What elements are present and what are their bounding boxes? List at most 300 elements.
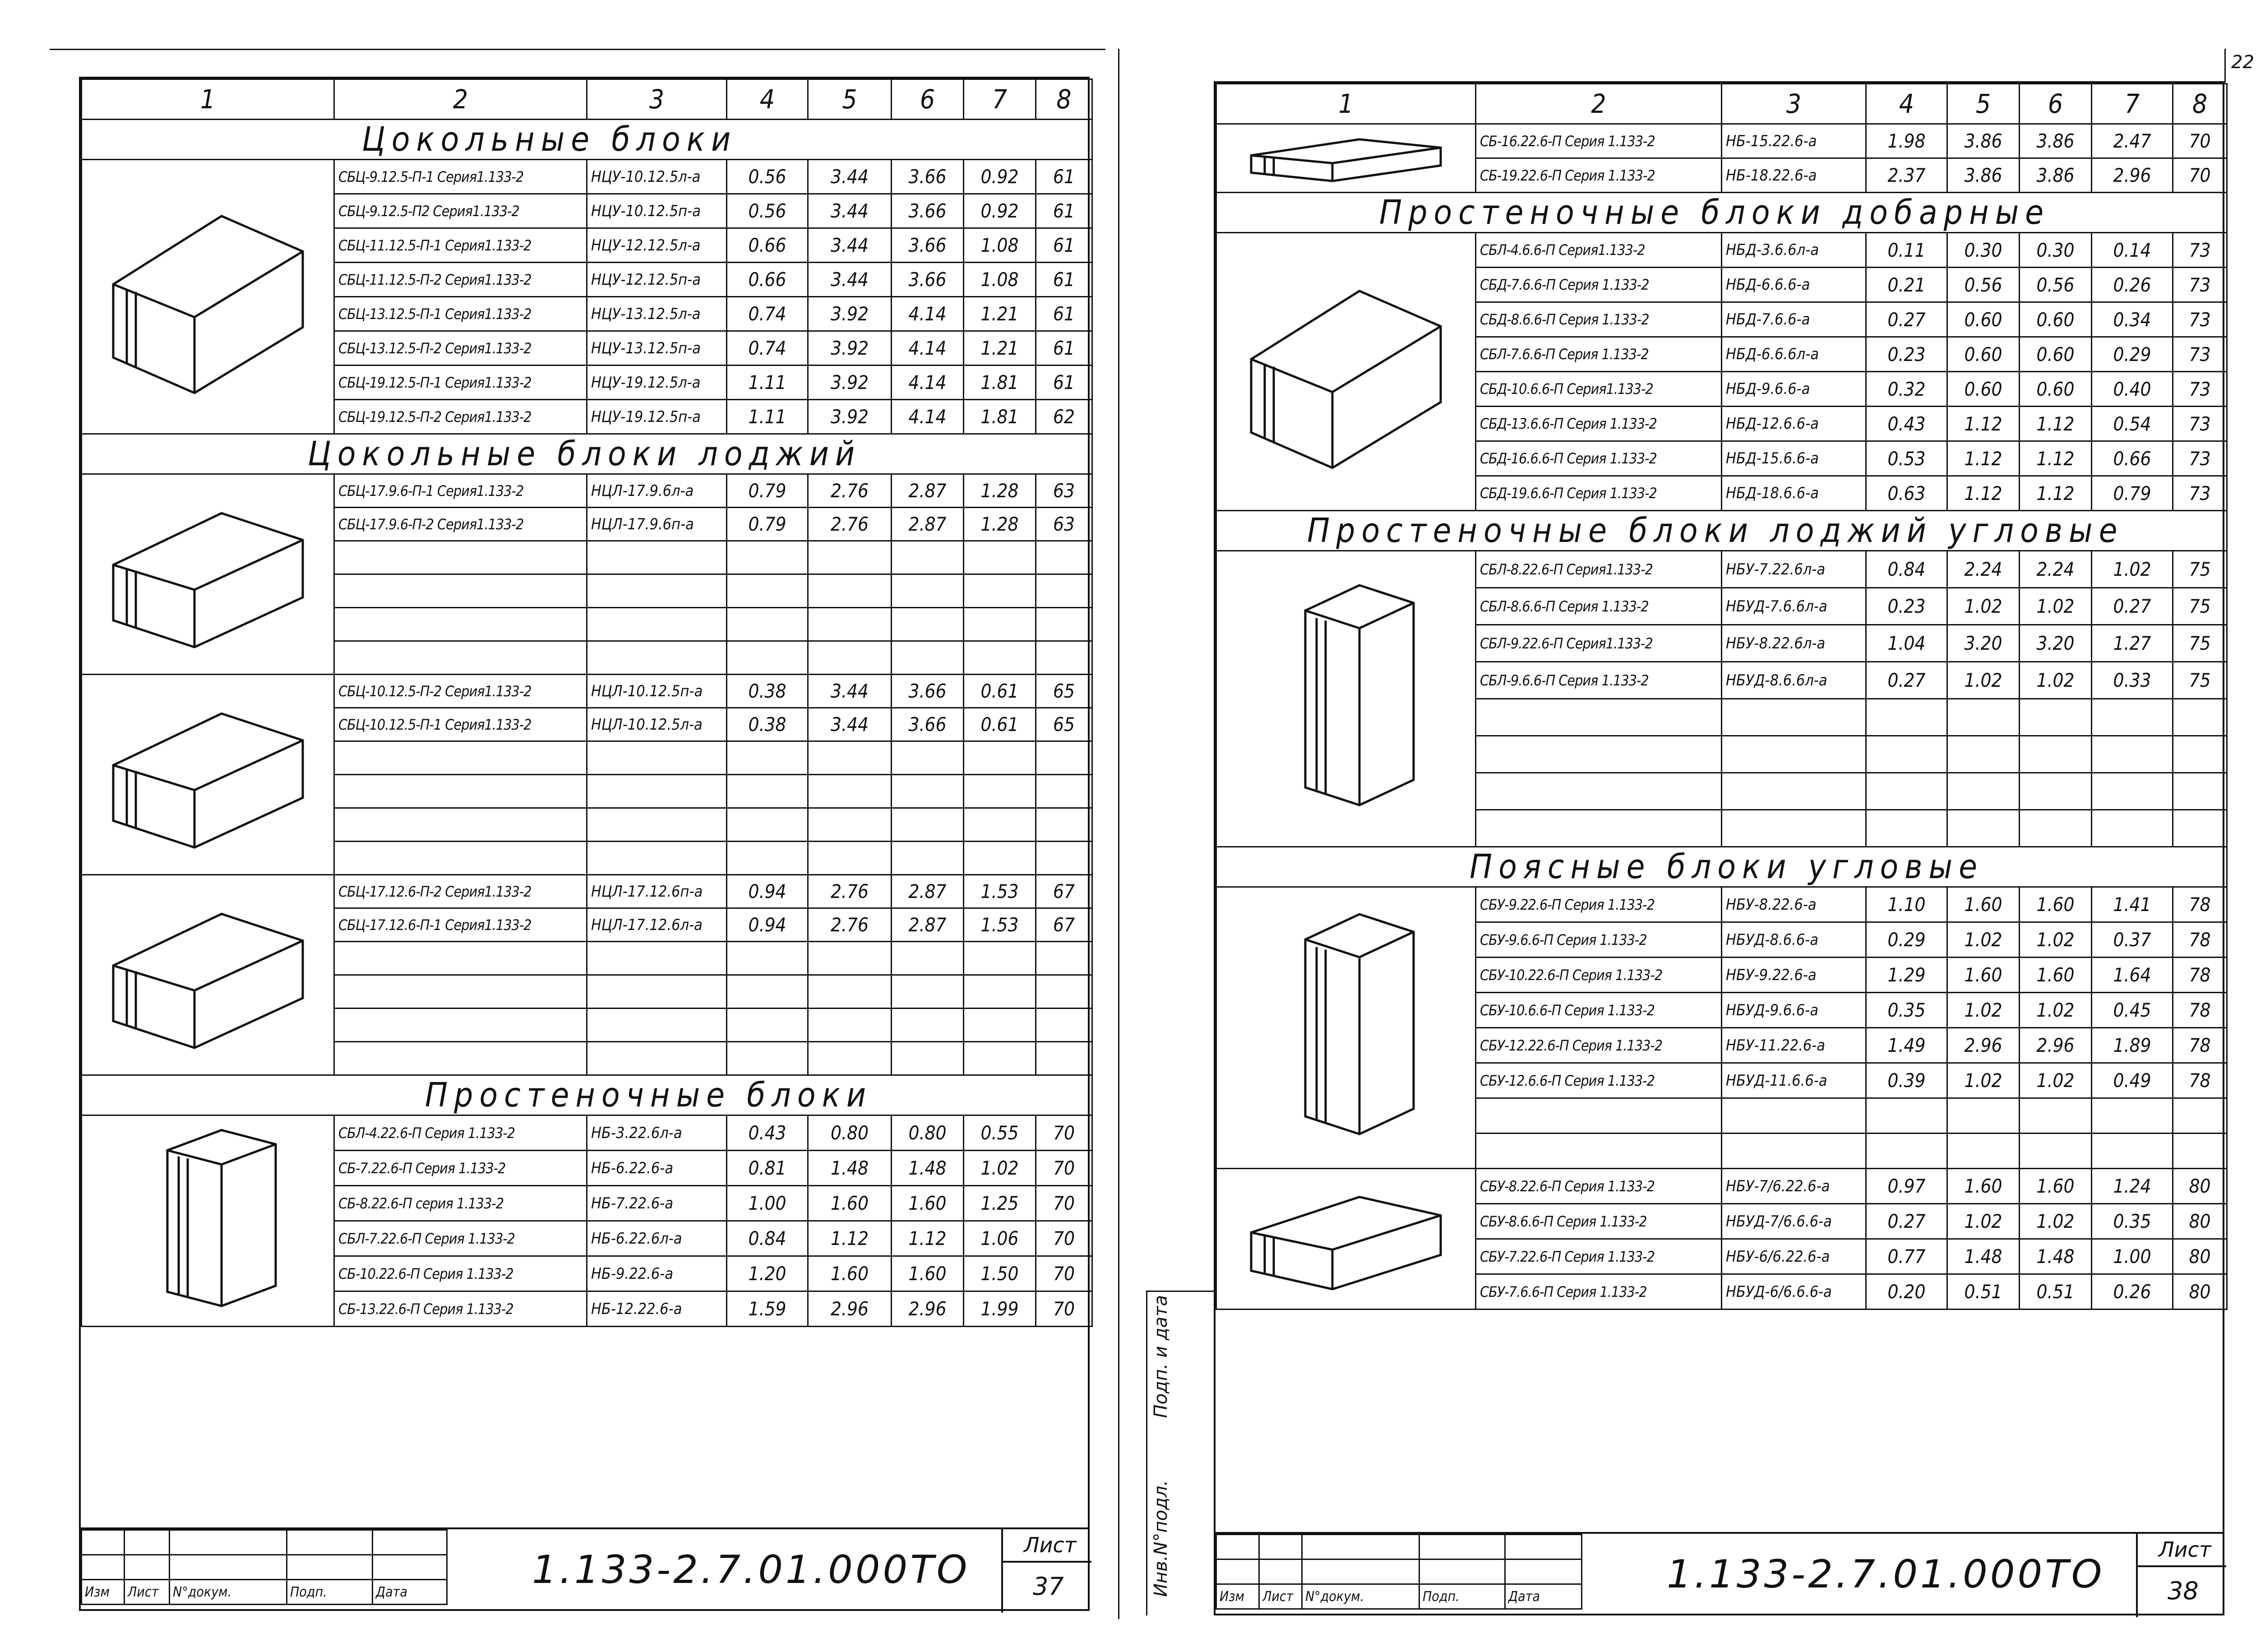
block-mark: НБУ-8.22.6л-а: [1722, 625, 1866, 662]
block-name: СБЦ-17.9.6-П-2 Серия1.133-2: [334, 508, 587, 541]
block-mark: [587, 541, 727, 574]
col6-value: 1.02: [2020, 662, 2092, 699]
col6-value: 3.66: [892, 228, 964, 263]
right-title-block: [1214, 1532, 2224, 1615]
column-header-2: 2: [1476, 84, 1722, 124]
col5-value: [808, 842, 892, 875]
col5-value: 1.48: [1947, 1239, 2020, 1274]
block-mark: НБУД-7/6.6.6-а: [1722, 1204, 1866, 1239]
col5-value: 1.12: [808, 1221, 892, 1256]
col4-value: 1.29: [1866, 958, 1947, 993]
block-name: [334, 541, 587, 574]
block-mark: НБД-6.6.6-а: [1722, 268, 1866, 302]
sheet-ref: 80: [2173, 1169, 2227, 1204]
sheet-ref: 70: [2173, 124, 2227, 158]
col7-value: 1.53: [964, 875, 1036, 908]
col7-value: 0.49: [2092, 1063, 2173, 1098]
table-row: [1216, 124, 2227, 158]
sheet-ref: 75: [2173, 588, 2227, 625]
block-name: СБЛ-7.22.6-П Серия 1.133-2: [334, 1221, 587, 1256]
block-mark: НБД-7.6.6-а: [1722, 302, 1866, 337]
block-illustration: [82, 474, 334, 675]
block-name: СБЛ-9.22.6-П Серия1.133-2: [1476, 625, 1722, 662]
sheet-ref: 73: [2173, 337, 2227, 372]
block-name: [334, 1009, 587, 1042]
col5-value: 2.96: [1947, 1028, 2020, 1063]
col6-value: 1.02: [2020, 1063, 2092, 1098]
col6-value: 0.60: [2020, 337, 2092, 372]
col4-value: 0.66: [727, 228, 808, 263]
sheet-ref: 75: [2173, 625, 2227, 662]
block-illustration: [82, 875, 334, 1075]
block-mark: НЦУ-13.12.5п-а: [587, 331, 727, 366]
block-name: СБ-10.22.6-П Серия 1.133-2: [334, 1256, 587, 1291]
col7-value: 0.92: [964, 160, 1036, 194]
col4-value: [727, 842, 808, 875]
col5-value: 1.12: [1947, 476, 2020, 511]
document-code: 1.133-2.7.01.000ТО: [1667, 1552, 2105, 1597]
col7-value: 1.08: [964, 263, 1036, 297]
col6-value: [892, 1042, 964, 1075]
col4-value: 1.59: [727, 1291, 808, 1327]
block-name: СБ-19.22.6-П Серия 1.133-2: [1476, 158, 1722, 193]
block-mark: НБД-15.6.6-а: [1722, 441, 1866, 476]
column-header-7: 7: [964, 79, 1036, 120]
col5-value: 1.02: [1947, 588, 2020, 625]
block-illustration: [1216, 124, 1476, 193]
col6-value: 4.14: [892, 331, 964, 366]
sheet-ref: 65: [1036, 675, 1092, 708]
col5-value: 0.51: [1947, 1274, 2020, 1310]
col7-value: 2.96: [2092, 158, 2173, 193]
col4-value: 0.84: [1866, 551, 1947, 588]
column-header-4: 4: [727, 79, 808, 120]
col5-value: [808, 641, 892, 675]
sheet-ref: [1036, 574, 1092, 608]
col4-value: 1.00: [727, 1186, 808, 1221]
col4-value: 0.53: [1866, 441, 1947, 476]
col6-value: [892, 741, 964, 775]
col7-value: 1.28: [964, 508, 1036, 541]
block-mark: НБ-7.22.6-а: [587, 1186, 727, 1221]
section-title: Поясные блоки угловые: [1216, 847, 2227, 887]
col6-value: [892, 942, 964, 975]
block-name: СБЛ-8.6.6-П Серия 1.133-2: [1476, 588, 1722, 625]
col4-value: 0.97: [1866, 1169, 1947, 1204]
col6-value: 1.12: [2020, 476, 2092, 511]
col4-value: [727, 942, 808, 975]
col6-value: 3.66: [892, 194, 964, 228]
col5-value: 1.12: [1947, 441, 2020, 476]
block-name: [334, 808, 587, 842]
block-name: СБУ-10.6.6-П Серия 1.133-2: [1476, 993, 1722, 1028]
block-name: СБЛ-7.6.6-П Серия 1.133-2: [1476, 337, 1722, 372]
block-name: СБУ-9.22.6-П Серия 1.133-2: [1476, 887, 1722, 922]
sheet-ref: [1036, 741, 1092, 775]
block-mark: НЦУ-12.12.5п-а: [587, 263, 727, 297]
block-mark: НБУД-7.6.6л-а: [1722, 588, 1866, 625]
sheet-ref: 62: [1036, 400, 1092, 434]
block-name: СБУ-12.6.6-П Серия 1.133-2: [1476, 1063, 1722, 1098]
col4-value: 1.11: [727, 400, 808, 434]
column-header-row: [1216, 84, 2227, 124]
right-spec-table: [1216, 83, 2228, 1310]
block-name: [1476, 1098, 1722, 1134]
col7-value: 1.02: [2092, 551, 2173, 588]
col5-value: [1947, 810, 2020, 847]
right-sheet: [1214, 81, 2224, 1615]
block-mark: НЦУ-19.12.5п-а: [587, 400, 727, 434]
stamp-label-date: Дата: [1505, 1584, 1582, 1609]
col7-value: 0.61: [964, 675, 1036, 708]
col4-value: [1866, 1098, 1947, 1134]
block-name: [334, 574, 587, 608]
block-name: СБУ-9.6.6-П Серия 1.133-2: [1476, 922, 1722, 958]
top-page-number: 22: [2231, 52, 2254, 73]
col6-value: 1.02: [2020, 993, 2092, 1028]
col5-value: [1947, 1134, 2020, 1169]
block-name: СБЛ-8.22.6-П Серия1.133-2: [1476, 551, 1722, 588]
col7-value: 1.64: [2092, 958, 2173, 993]
stamp-label-izm: Изм: [82, 1580, 125, 1605]
col6-value: 3.66: [892, 160, 964, 194]
col4-value: 0.38: [727, 708, 808, 741]
sheet-ref: 61: [1036, 263, 1092, 297]
col5-value: [808, 1042, 892, 1075]
col5-value: 3.44: [808, 160, 892, 194]
block-name: [1476, 699, 1722, 736]
sheet-ref: 70: [1036, 1115, 1092, 1151]
col4-value: [727, 975, 808, 1009]
stamp-label-list: Лист: [125, 1580, 170, 1605]
left-stamp-grid: [81, 1529, 448, 1605]
sheet-ref: 73: [2173, 476, 2227, 511]
col7-value: [964, 1042, 1036, 1075]
block-name: СБЦ-17.12.6-П-2 Серия1.133-2: [334, 875, 587, 908]
col5-value: 1.60: [808, 1256, 892, 1291]
col5-value: 2.76: [808, 875, 892, 908]
block-name: [1476, 1134, 1722, 1169]
col7-value: [2092, 810, 2173, 847]
col4-value: 0.21: [1866, 268, 1947, 302]
stamp-label-doc: N°докум.: [1302, 1584, 1419, 1609]
sheet-ref: 63: [1036, 508, 1092, 541]
col4-value: 1.98: [1866, 124, 1947, 158]
column-header-4: 4: [1866, 84, 1947, 124]
col4-value: [727, 641, 808, 675]
col7-value: 1.21: [964, 331, 1036, 366]
col5-value: [808, 541, 892, 574]
col5-value: 3.92: [808, 297, 892, 331]
col7-value: 0.26: [2092, 268, 2173, 302]
col7-value: 1.02: [964, 1151, 1036, 1186]
col7-value: 1.27: [2092, 625, 2173, 662]
block-mark: [587, 1042, 727, 1075]
col7-value: 1.41: [2092, 887, 2173, 922]
col7-value: 1.24: [2092, 1169, 2173, 1204]
col7-value: 0.66: [2092, 441, 2173, 476]
sheet-ref: 61: [1036, 297, 1092, 331]
block-name: СБУ-7.22.6-П Серия 1.133-2: [1476, 1239, 1722, 1274]
sheet-number: 37: [1033, 1572, 1064, 1601]
sheet-ref: [2173, 1098, 2227, 1134]
column-header-3: 3: [587, 79, 727, 120]
sheet-ref: 61: [1036, 228, 1092, 263]
sign-date-label: Подп. и дата: [1151, 1295, 1171, 1418]
col4-value: [727, 808, 808, 842]
col5-value: [808, 574, 892, 608]
col6-value: [892, 608, 964, 641]
block-name: СБЛ-9.6.6-П Серия 1.133-2: [1476, 662, 1722, 699]
col7-value: 0.92: [964, 194, 1036, 228]
col4-value: 0.81: [727, 1151, 808, 1186]
block-name: СБЦ-10.12.5-П-2 Серия1.133-2: [334, 675, 587, 708]
block-name: СБЦ-13.12.5-П-1 Серия1.133-2: [334, 297, 587, 331]
col6-value: 3.86: [2020, 124, 2092, 158]
block-mark: НЦЛ-10.12.5п-а: [587, 675, 727, 708]
col6-value: 3.86: [2020, 158, 2092, 193]
block-illustration: [82, 675, 334, 875]
sheet-ref: 75: [2173, 662, 2227, 699]
col5-value: 2.24: [1947, 551, 2020, 588]
block-name: СБД-8.6.6-П Серия 1.133-2: [1476, 302, 1722, 337]
col6-value: 2.96: [2020, 1028, 2092, 1063]
block-name: [334, 741, 587, 775]
stamp-label-date: Дата: [373, 1580, 447, 1605]
column-header-3: 3: [1722, 84, 1866, 124]
block-name: [334, 775, 587, 808]
block-mark: [1722, 699, 1866, 736]
sheet-ref: [2173, 736, 2227, 773]
col4-value: 0.63: [1866, 476, 1947, 511]
col6-value: 4.14: [892, 400, 964, 434]
block-mark: НБУД-6/6.6.6-а: [1722, 1274, 1866, 1310]
block-mark: НБУ-9.22.6-а: [1722, 958, 1866, 993]
col7-value: 1.81: [964, 400, 1036, 434]
sheet-ref: [1036, 608, 1092, 641]
block-name: СБ-13.22.6-П Серия 1.133-2: [334, 1291, 587, 1327]
block-mark: НЦЛ-17.9.6п-а: [587, 508, 727, 541]
block-mark: НБД-3.6.6л-а: [1722, 233, 1866, 268]
block-name: СБЦ-9.12.5-П2 Серия1.133-2: [334, 194, 587, 228]
block-mark: НБУД-11.6.6-а: [1722, 1063, 1866, 1098]
sheet-ref: 70: [1036, 1186, 1092, 1221]
block-name: СБЦ-11.12.5-П-2 Серия1.133-2: [334, 263, 587, 297]
col7-value: [964, 1009, 1036, 1042]
block-mark: [587, 808, 727, 842]
block-mark: [1722, 736, 1866, 773]
block-illustration: [1216, 887, 1476, 1169]
table-row: [1216, 887, 2227, 922]
col4-value: 0.38: [727, 675, 808, 708]
col7-value: [964, 942, 1036, 975]
table-row: [82, 875, 1092, 908]
block-mark: НБ-15.22.6-а: [1722, 124, 1866, 158]
col4-value: 0.32: [1866, 372, 1947, 407]
col6-value: 3.66: [892, 708, 964, 741]
sheet-ref: 78: [2173, 958, 2227, 993]
col7-value: 0.37: [2092, 922, 2173, 958]
block-name: [1476, 773, 1722, 810]
col5-value: [808, 942, 892, 975]
block-mark: НЦУ-19.12.5л-а: [587, 366, 727, 400]
col4-value: 0.43: [1866, 407, 1947, 441]
col4-value: 0.79: [727, 508, 808, 541]
block-mark: НБД-12.6.6-а: [1722, 407, 1866, 441]
col4-value: 1.04: [1866, 625, 1947, 662]
col7-value: 0.27: [2092, 588, 2173, 625]
block-name: СБ-8.22.6-П серия 1.133-2: [334, 1186, 587, 1221]
block-name: СБУ-10.22.6-П Серия 1.133-2: [1476, 958, 1722, 993]
table-row: [82, 675, 1092, 708]
col5-value: 1.12: [1947, 407, 2020, 441]
col4-value: [1866, 1134, 1947, 1169]
block-illustration: [82, 160, 334, 434]
sheet-number: 38: [2168, 1577, 2199, 1605]
col4-value: 0.56: [727, 160, 808, 194]
col6-value: 2.87: [892, 508, 964, 541]
sheet-ref: 75: [2173, 551, 2227, 588]
block-mark: НБД-18.6.6-а: [1722, 476, 1866, 511]
col7-value: 1.28: [964, 474, 1036, 508]
col5-value: 0.56: [1947, 268, 2020, 302]
col6-value: 2.87: [892, 908, 964, 942]
col7-value: 0.79: [2092, 476, 2173, 511]
col6-value: 3.66: [892, 675, 964, 708]
section-title: Цокольные блоки: [82, 120, 1092, 160]
sheet-ref: [1036, 975, 1092, 1009]
col4-value: 0.23: [1866, 588, 1947, 625]
col7-value: 1.00: [2092, 1239, 2173, 1274]
col5-value: [1947, 736, 2020, 773]
col4-value: 0.66: [727, 263, 808, 297]
col4-value: 0.29: [1866, 922, 1947, 958]
col4-value: 0.84: [727, 1221, 808, 1256]
sheet-ref: 61: [1036, 194, 1092, 228]
sheet-ref: [1036, 541, 1092, 574]
col6-value: [2020, 736, 2092, 773]
col4-value: [1866, 736, 1947, 773]
sheet-ref: 73: [2173, 233, 2227, 268]
left-spec-table: [81, 79, 1093, 1327]
col7-value: 0.45: [2092, 993, 2173, 1028]
block-name: [334, 641, 587, 675]
col5-value: 2.76: [808, 474, 892, 508]
col6-value: 1.60: [2020, 887, 2092, 922]
col4-value: 0.27: [1866, 302, 1947, 337]
sheet-ref: [1036, 1042, 1092, 1075]
col5-value: 3.44: [808, 228, 892, 263]
sheet-ref: 65: [1036, 708, 1092, 741]
block-mark: [1722, 1098, 1866, 1134]
col5-value: 2.96: [808, 1291, 892, 1327]
sheet-ref: 78: [2173, 887, 2227, 922]
col6-value: 1.60: [892, 1186, 964, 1221]
col5-value: 1.48: [808, 1151, 892, 1186]
column-header-6: 6: [892, 79, 964, 120]
col7-value: 0.14: [2092, 233, 2173, 268]
sheet-ref: 80: [2173, 1274, 2227, 1310]
col6-value: [2020, 773, 2092, 810]
sheet-ref: [2173, 1134, 2227, 1169]
col4-value: 0.94: [727, 908, 808, 942]
block-name: СБЛ-4.6.6-П Серия1.133-2: [1476, 233, 1722, 268]
col5-value: 1.02: [1947, 662, 2020, 699]
block-name: СБУ-12.22.6-П Серия 1.133-2: [1476, 1028, 1722, 1063]
col5-value: 3.44: [808, 708, 892, 741]
block-mark: НБУД-8.6.6л-а: [1722, 662, 1866, 699]
col6-value: [892, 1009, 964, 1042]
col7-value: [2092, 773, 2173, 810]
col7-value: [964, 808, 1036, 842]
block-mark: НЦЛ-17.9.6л-а: [587, 474, 727, 508]
sheet-ref: [1036, 842, 1092, 875]
col4-value: 0.39: [1866, 1063, 1947, 1098]
col5-value: [808, 1009, 892, 1042]
col5-value: 1.60: [808, 1186, 892, 1221]
sheet-ref: 70: [1036, 1291, 1092, 1327]
block-mark: НБУД-9.6.6-а: [1722, 993, 1866, 1028]
col6-value: [2020, 1134, 2092, 1169]
column-header-5: 5: [1947, 84, 2020, 124]
block-illustration: [1216, 551, 1476, 847]
block-mark: НБУ-6/6.22.6-а: [1722, 1239, 1866, 1274]
column-header-6: 6: [2020, 84, 2092, 124]
block-name: СБД-7.6.6-П Серия 1.133-2: [1476, 268, 1722, 302]
block-mark: НБ-6.22.6-а: [587, 1151, 727, 1186]
col6-value: [892, 975, 964, 1009]
col5-value: 3.20: [1947, 625, 2020, 662]
block-name: СБД-13.6.6-П Серия 1.133-2: [1476, 407, 1722, 441]
sheet-ref: 70: [1036, 1221, 1092, 1256]
col6-value: [892, 641, 964, 675]
sheet-ref: 70: [2173, 158, 2227, 193]
block-name: [334, 942, 587, 975]
right-stamp-grid: [1216, 1534, 1582, 1610]
col6-value: 1.02: [2020, 922, 2092, 958]
col5-value: 3.92: [808, 400, 892, 434]
col7-value: [964, 608, 1036, 641]
block-name: СБУ-7.6.6-П Серия 1.133-2: [1476, 1274, 1722, 1310]
block-mark: [587, 975, 727, 1009]
col5-value: 2.76: [808, 908, 892, 942]
column-header-1: 1: [82, 79, 334, 120]
col5-value: [808, 608, 892, 641]
sheet-ref: 78: [2173, 922, 2227, 958]
col6-value: [2020, 699, 2092, 736]
col6-value: 3.20: [2020, 625, 2092, 662]
block-mark: [587, 842, 727, 875]
block-mark: [1722, 810, 1866, 847]
col4-value: 0.35: [1866, 993, 1947, 1028]
col6-value: 0.60: [2020, 302, 2092, 337]
block-mark: [587, 574, 727, 608]
col4-value: 0.20: [1866, 1274, 1947, 1310]
sheet-ref: 67: [1036, 908, 1092, 942]
block-mark: НЦЛ-17.12.6п-а: [587, 875, 727, 908]
col6-value: [2020, 810, 2092, 847]
col7-value: 1.50: [964, 1256, 1036, 1291]
block-name: СБЦ-10.12.5-П-1 Серия1.133-2: [334, 708, 587, 741]
block-name: СБЦ-13.12.5-П-2 Серия1.133-2: [334, 331, 587, 366]
col4-value: 1.49: [1866, 1028, 1947, 1063]
block-mark: [587, 741, 727, 775]
stamp-label-izm: Изм: [1216, 1584, 1259, 1609]
col4-value: [727, 1042, 808, 1075]
section-title: Цокольные блоки лоджий: [82, 434, 1092, 474]
col4-value: [727, 741, 808, 775]
block-name: СБЛ-4.22.6-П Серия 1.133-2: [334, 1115, 587, 1151]
